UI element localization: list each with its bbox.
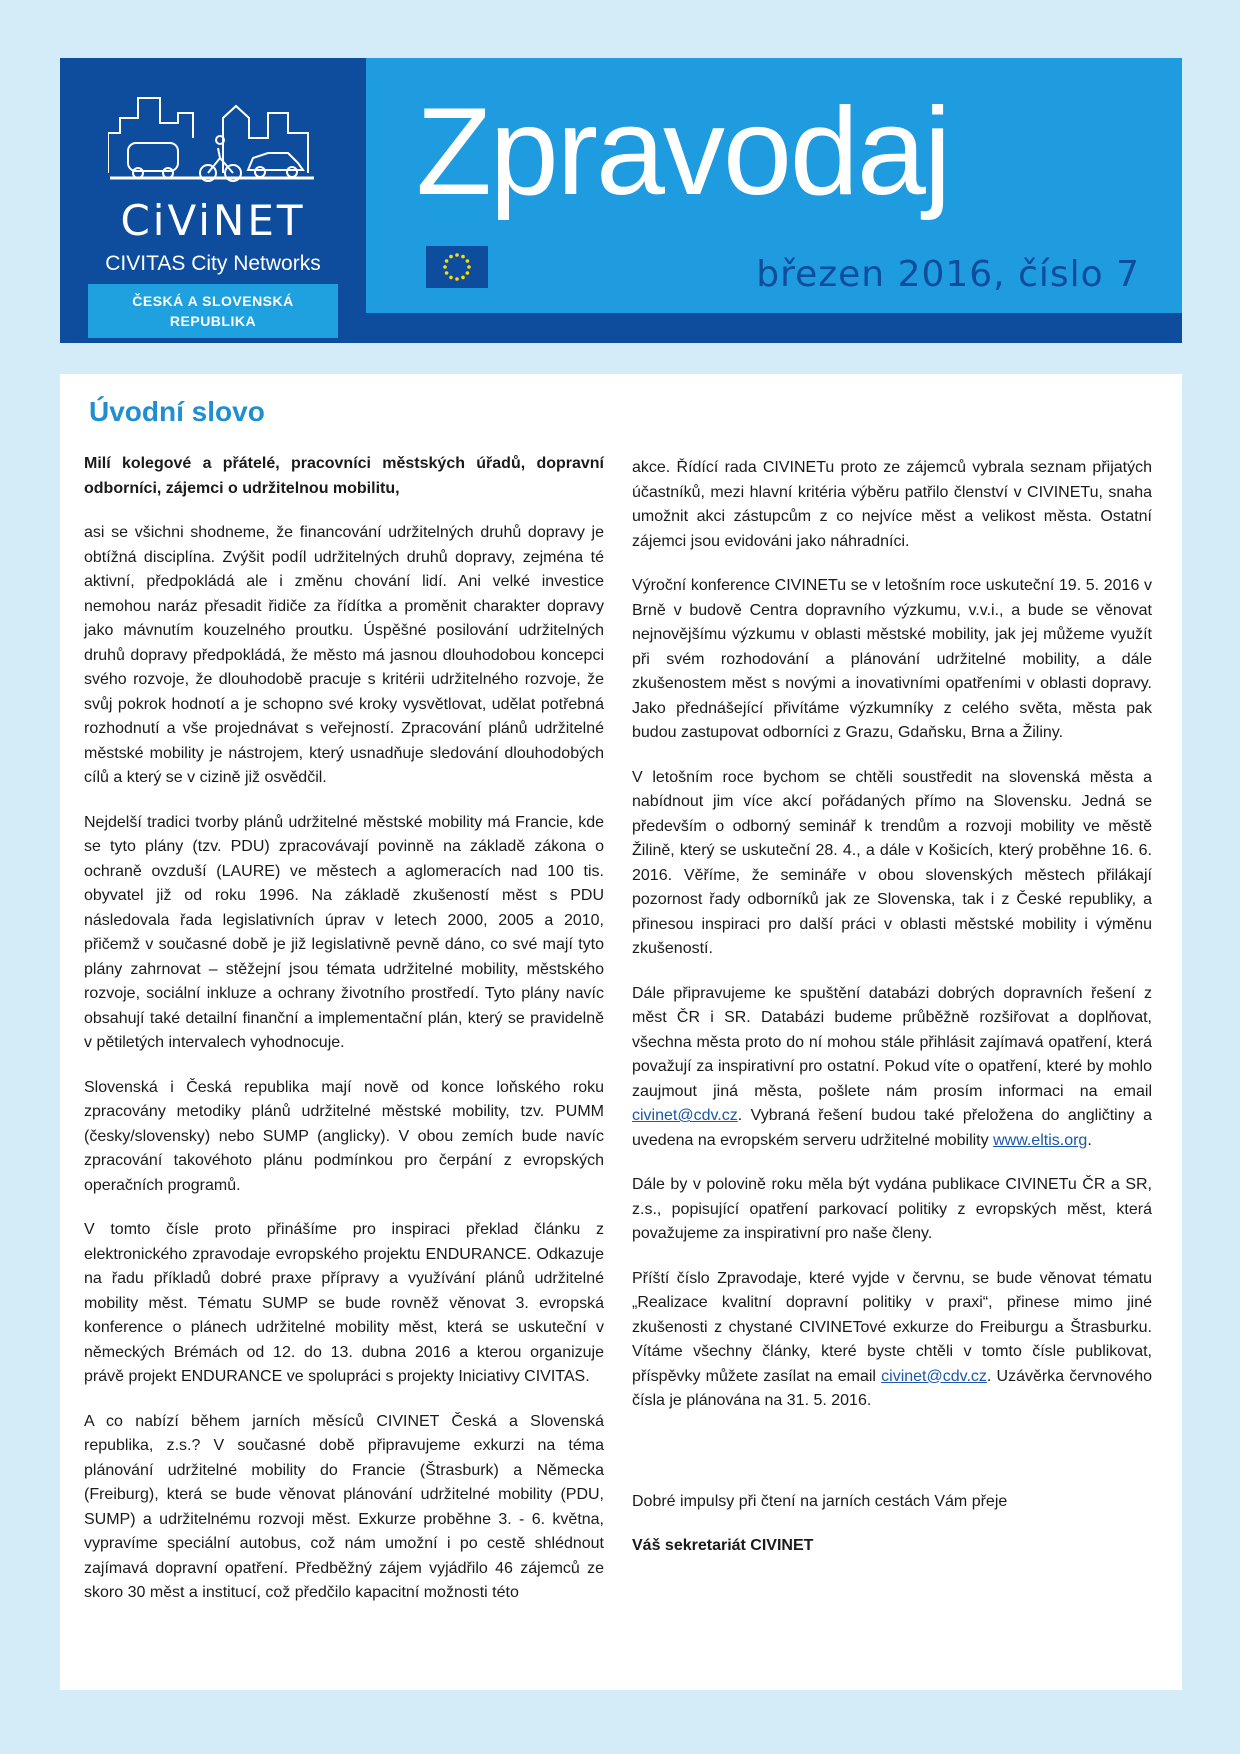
country-line-1: ČESKÁ A SLOVENSKÁ: [132, 293, 294, 309]
salutation: Milí kolegové a přátelé, pracovníci městských úřadů, dopravní odborníci, zájemci o udržitelnou mobilitu,: [84, 455, 604, 497]
issue-date: březen 2016, číslo 7: [756, 254, 1140, 295]
database-text: Dále připravujeme ke spuštění databázi dobrých dopravních řešení z měst ČR i SR. Databázi budeme průběžně rozšiřovat a doplňovat, všechna města proto do ní mohou stále přihlásit zajímavá opatření, která považují za inspirativní pro ostatní. Pokud víte o opatření, které by mohlo zaujmout jiná města, pošlete nám prosím informaci na email: [632, 984, 1152, 1100]
title-panel: [366, 58, 1182, 313]
email-link[interactable]: civinet@cdv.cz: [881, 1367, 987, 1385]
right-column: [632, 456, 1152, 1579]
next-issue-text: Příští číslo Zpravodaje, které vyjde v červnu, se bude věnovat tématu „Realizace kvalitní dopravní politiky v praxi“, přinese mimo jiné zkušenosti z chystané CIVINETové exkurze do Freiburgu a Štrasburku. Vítáme všechny články, které byste chtěli v tomto čísle publikovat, příspěvky můžete zasílat na email: [632, 1269, 1152, 1385]
paragraph: Dále by v polovině roku měla být vydána publikace CIVINETu ČR a SR, z.s., popisující opatření parkovací politiky z evropských měst, která považujeme za inspirativní pro naše členy.: [632, 1176, 1152, 1242]
paragraph: Výroční konference CIVINETu se v letošním roce uskuteční 19. 5. 2016 v Brně v budově Centra dopravního výzkumu, v.v.i., a bude se věnovat nejnovějšímu výzkumu v oblasti městské mobility, jak jej můžeme využít při svém rozhodování a plánování udržitelné mobility, a dále zkušenostem měst s novými a inovativními opatřeními v oblasti dopravy. Jako přednášející přivítáme výzkumníky z celého světa, města pak budou zastupovat odborníci z Grazu, Gdaňsku, Brna a Žiliny.: [632, 577, 1152, 741]
paragraph: akce. Řídící rada CIVINETu proto ze zájemců vybrala seznam přijatých účastníků, mezi hlavní kritéria výběru patřilo členství v CIVINETu, snaha umožnit akci zástupcům z co nejvíce měst a velikost města. Ostatní zájemci jsou evidováni jako náhradníci.: [632, 459, 1152, 550]
email-link[interactable]: civinet@cdv.cz: [632, 1107, 738, 1124]
database-text: . Vybraná řešení budou také přeložena do angličtiny a uvedena na evropském serveru udržitelné mobility: [632, 1107, 1152, 1149]
paragraph: A co nabízí během jarních měsíců CIVINET Česká a Slovenská republika, z.s.? V současné době připravujeme exkurzi na téma plánování udržitelné mobility do Francie (Štrasburk) a Německa (Freiburg), která se bude věnovat plánování udržitelné mobility (PDU, SUMP) a udržitelnému rozvoji měst. Exkurze proběhne 3. - 6. května, vypravíme speciální autobus, což nám umožní i po cestě shlédnout zajímavá dopravní opatření. Předběžný zájem vyjádřilo 46 zájemců ze skoro 30 měst a institucí, což předčilo kapacitní možnosti této: [84, 1412, 604, 1601]
country-line-2: REPUBLIKA: [169, 313, 257, 329]
eu-flag-icon: [426, 246, 488, 288]
database-text: .: [1087, 1131, 1092, 1149]
spacer: [632, 1434, 1152, 1490]
paragraph: Nejdelší tradici tvorby plánů udržitelné městské mobility má Francie, kde se tyto plány (tzv. PDU) zpracovávají povinně na základě zákona o ochraně ovzduší (LAURE) ve městech a aglomeracích nad 100 tis. obyvatel již od roku 1996. Na základě zkušeností měst s PDU následovala řada legislativních úprav v letech 2000, 2005 a 2010, přičemž v současné době je již legislativně pevně dáno, co své mají tyto plány zahrnovat – stěžejní jsou témata udržitelné mobility, městského rozvoje, sociální inkluze a ochrany životního prostředí. Tyto plány navíc obsahují také detailní finanční a implementační plán, který se pravidelně v pětiletých intervalech vyhodnocuje.: [84, 813, 604, 1051]
database-paragraph: [632, 982, 1152, 1154]
civitas-subtitle: CIVITAS City Networks: [105, 252, 321, 275]
closing-line: Dobré impulsy při čtení na jarních cestách Vám přeje: [632, 1492, 1008, 1510]
city-skyline-icon: [108, 78, 318, 188]
country-label: [88, 284, 338, 338]
section-heading: Úvodní slovo: [89, 396, 265, 427]
paragraph: asi se všichni shodneme, že financování udržitelných druhů dopravy je obtížná disciplína. Zvýšit podíl udržitelných druhů dopravy, zejména té aktivní, předpokládá ale i změnu chování lidí. Ani velké investice nemohou naráz přesadit řidiče za řídítka a proměnit charakter dopravy jako mávnutím kouzelného proutku. Úspěšné posilování udržitelných druhů dopravy předpokládá, že město má jasnou dlouhodobou koncepci svého rozvoje, že dlouhodobě pracuje s kritérii udržitelného rozvoje, že svůj pokrok hodnotí a je schopno své kroky vysvětlovat, udělat potřebná rozhodnutí a vše projednávat s veřejností. Zpracování plánů udržitelné městské mobility je nástrojem, který usnadňuje sledování dlouhodobých cílů a který se v cizině již osvědčil.: [84, 524, 604, 786]
newsletter-title: Zpravodaj: [416, 83, 950, 221]
next-issue-paragraph: [632, 1267, 1152, 1414]
article-page: [60, 374, 1182, 1690]
eltis-link[interactable]: www.eltis.org: [993, 1131, 1088, 1149]
left-column: [84, 452, 604, 1626]
next-issue-text: . Uzávěrka červnového čísla je plánována na 31. 5. 2016.: [632, 1367, 1153, 1409]
signature: Váš sekretariát CIVINET: [632, 1537, 814, 1554]
civinet-logo: [88, 68, 338, 328]
paragraph: V letošním roce bychom se chtěli soustředit na slovenská města a nabídnout jim více akcí pořádaných přímo na Slovensku. Jedná se především o odborný seminář k trendům a rozvoji mobility ve městě Žilině, který se uskuteční 28. 4., a dále v Košicích, který proběhne 16. 6. 2016. Věříme, že semináře v obou slovenských městech přilákají pozornost řady odborníků jak ze Slovenska, tak i z České republiky, a přinesou inspiraci pro další práci v oblasti městské mobility i výměnu zkušeností.: [632, 768, 1152, 957]
civinet-logo-text: CiViNET: [120, 196, 306, 245]
newsletter-header: [60, 58, 1182, 343]
paragraph: V tomto čísle proto přinášíme pro inspiraci překlad článku z elektronického zpravodaje evropského projektu ENDURANCE. Odkazuje na řadu příkladů dobré praxe přípravy a využívání plánů udržitelné mobility měst. Tématu SUMP se bude rovněž věnovat 3. evropská konference o plánech udržitelné mobility měst, která se uskuteční v německých Brémách od 12. do 13. dubna 2016 a kterou organizuje právě projekt ENDURANCE ve spolupráci s projekty Iniciativy CIVITAS.: [84, 1221, 604, 1385]
paragraph: Slovenská i Česká republika mají nově od konce loňského roku zpracovány metodiky plánů udržitelné městské mobility, tzv. PUMM (česky/slovensky) nebo SUMP (anglicky). V obou zemích bude navíc zpracování takovéhoto plánu podmínkou pro čerpání z evropských operačních programů.: [84, 1078, 604, 1194]
